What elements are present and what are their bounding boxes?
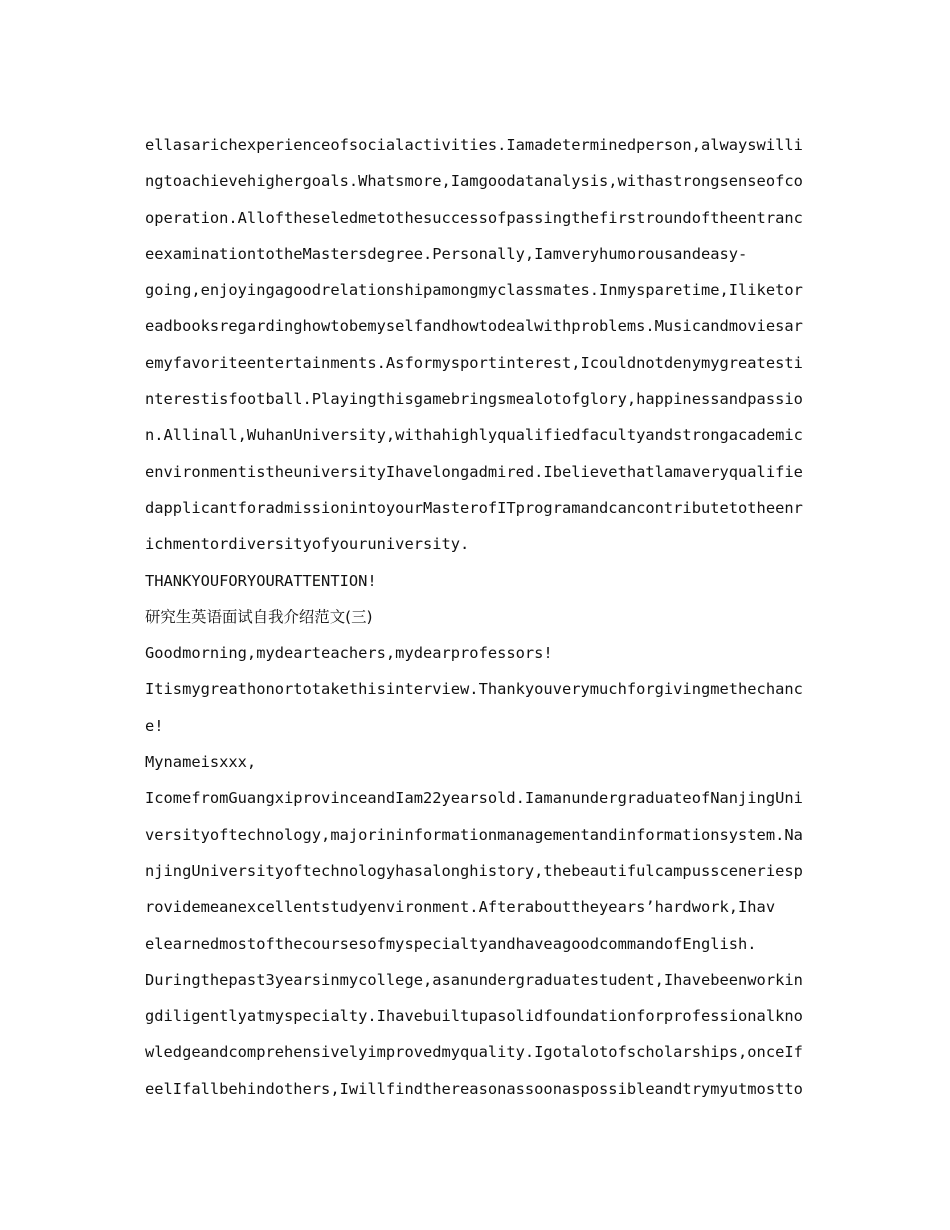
text-line: ichmentordiversityofyouruniversity.	[145, 535, 470, 554]
text-line: Mynameisxxx,	[145, 753, 257, 772]
text-line: n.Allinall,WuhanUniversity,withahighlyqualifiedfacultyandstrongacademic	[145, 426, 803, 445]
text-line: rovidemeanexcellentstudyenvironment.Afterabouttheyears’hardwork,Ihav	[145, 898, 776, 917]
text-line: nterestisfootball.Playingthisgamebringsmealotofglory,happinessandpassio	[145, 390, 803, 409]
text-line: IcomefromGuangxiprovinceandIam22yearsold.IamanundergraduateofNanjingUni	[145, 789, 803, 808]
text-line: wledgeandcomprehensivelyimprovedmyquality.Igotalotofscholarships,onceIf	[145, 1043, 803, 1062]
text-line: Duringthepast3yearsinmycollege,asanundergraduatestudent,Ihavebeenworkin	[145, 970, 803, 989]
section-heading: 研究生英语面试自我介绍范文(三)	[145, 607, 373, 626]
text-line: eadbooksregardinghowtobemyselfandhowtodealwithproblems.Musicandmoviesar	[145, 317, 803, 336]
text-line: e!	[145, 716, 164, 735]
text-line: eexaminationtotheMastersdegree.Personally,Iamveryhumorousandeasy-	[145, 244, 748, 263]
text-line: eelIfallbehindothers,Iwillfindthereasonassoonaspossibleandtrymyutmostto	[145, 1079, 803, 1098]
text-line: going,enjoyingagoodrelationshipamongmyclassmates.Inmysparetime,Iliketor	[145, 281, 803, 300]
text-line: versityoftechnology,majorininformationmanagementandinformationsystem.Na	[145, 825, 803, 844]
closing-line: THANKYOUFORYOURATTENTION!	[145, 571, 377, 590]
text-line: elearnedmostofthecoursesofmyspecialtyandhaveagoodcommandofEnglish.	[145, 934, 757, 953]
text-line: environmentistheuniversityIhavelongadmired.Ibelievethatlamaveryqualifie	[145, 462, 803, 481]
text-line: ngtoachievehighergoals.Whatsmore,Iamgoodatanalysis,withastrongsenseofco	[145, 172, 803, 191]
text-line: gdiligentlyatmyspecialty.Ihavebuiltupasolidfoundationforprofessionalkno	[145, 1007, 803, 1026]
text-line: njingUniversityoftechnologyhasalonghistory,thebeautifulcampussceneriesp	[145, 861, 803, 880]
greeting-line: Goodmorning,mydearteachers,mydearprofessors!	[145, 644, 553, 663]
text-line: Itismygreathonortotakethisinterview.Thankyouverymuchforgivingmethechanc	[145, 680, 803, 699]
text-line: emyfavoriteentertainments.Asformysportinterest,Icouldnotdenymygreatesti	[145, 353, 803, 372]
text-line: ellasarichexperienceofsocialactivities.Iamadeterminedperson,alwayswilli	[145, 136, 803, 154]
text-line: operation.Alloftheseledmetothesuccessofpassingthefirstroundoftheentranc	[145, 208, 803, 227]
text-line: dapplicantforadmissionintoyourMasterofITprogramandcancontributetotheenr	[145, 498, 803, 517]
body-text	[145, 127, 810, 1107]
